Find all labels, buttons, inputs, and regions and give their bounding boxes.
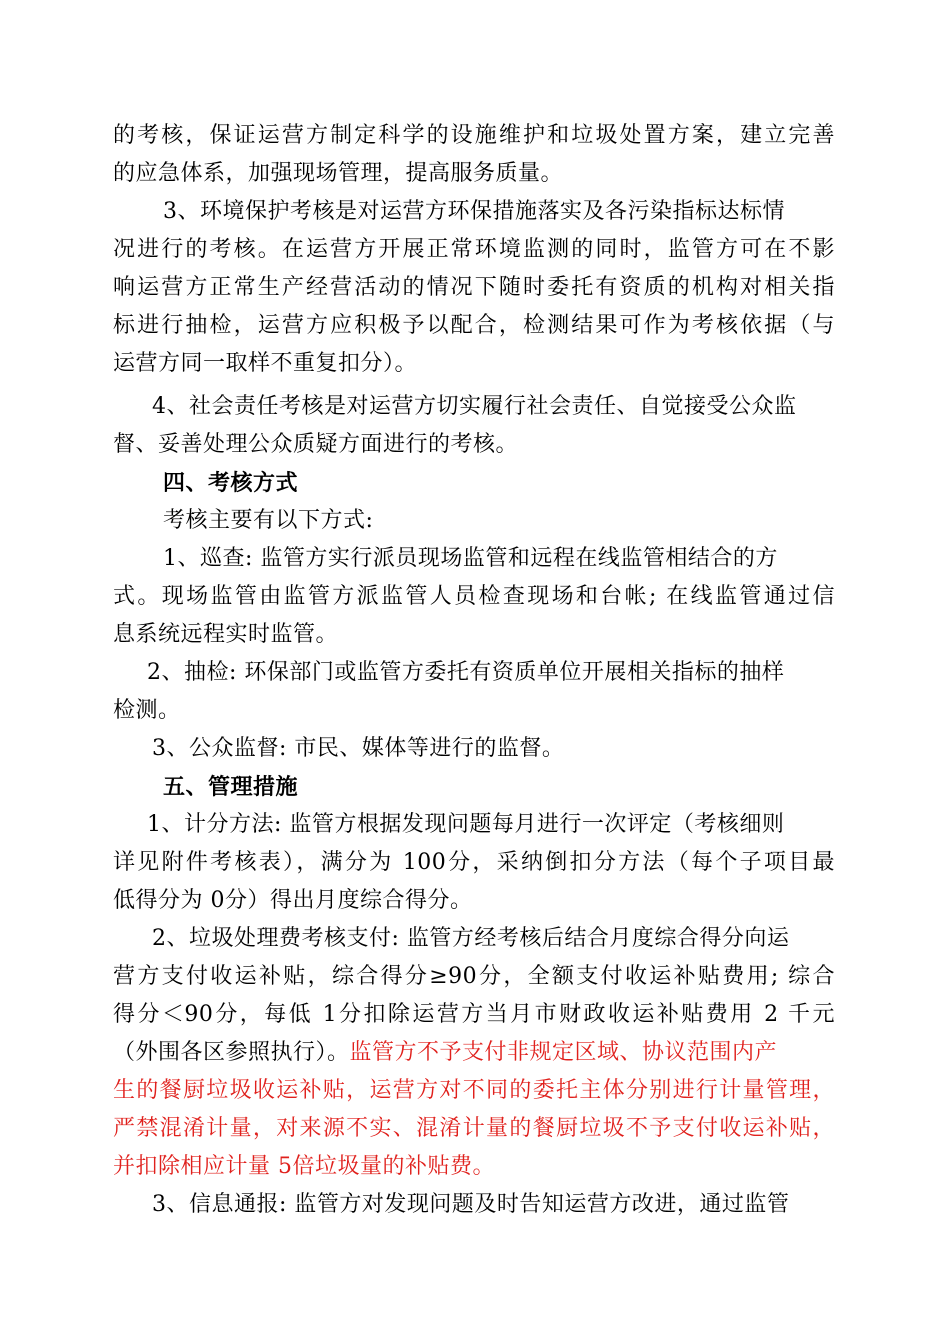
section-heading: 五、管理措施 — [163, 774, 299, 800]
normal-text: （外围各区参照执行）。 — [113, 1040, 350, 1065]
highlighted-line: 严禁混淆计量，对来源不实、混淆计量的餐厨垃圾不予支付收运补贴， — [113, 1116, 835, 1141]
paragraph-line: 营方支付收运补贴，综合得分≥90分，全额支付收运补贴费用; 综合 — [113, 964, 835, 989]
paragraph-line: 的应急体系，加强现场管理，提高服务质量。 — [113, 161, 564, 186]
paragraph-line: 况进行的考核。在运营方开展正常环境监测的同时，监管方可在不影 — [113, 237, 835, 262]
paragraph-line: 低得分为 0分）得出月度综合得分。 — [113, 888, 473, 913]
paragraph-line: 2、抽检: 环保部门或监管方委托有资质单位开展相关指标的抽样 — [147, 660, 785, 685]
paragraph-line: 3、公众监督: 市民、媒体等进行的监督。 — [152, 736, 565, 761]
section-heading: 四、考核方式 — [163, 470, 299, 496]
highlighted-text: 监管方不予支付非规定区域、协议范围内产 — [349, 1040, 778, 1065]
paragraph-line: 2、垃圾处理费考核支付: 监管方经考核后结合月度综合得分向运 — [152, 926, 790, 951]
paragraph-line: 标进行抽检，运营方应积极予以配合，检测结果可作为考核依据（与 — [113, 313, 835, 338]
paragraph-line: 响运营方正常生产经营活动的情况下随时委托有资质的机构对相关指 — [113, 275, 835, 300]
paragraph-line: 详见附件考核表），满分为 100分，采纳倒扣分方法（每个子项目最 — [113, 850, 835, 875]
paragraph-line: 检测。 — [113, 698, 181, 723]
paragraph-line: 得分＜90分，每低 1分扣除运营方当月市财政收运补贴费用 2 千元 — [113, 1002, 835, 1027]
paragraph-line — [113, 1038, 777, 1068]
paragraph-line: 1、计分方法: 监管方根据发现问题每月进行一次评定（考核细则 — [147, 812, 785, 837]
paragraph-line: 运营方同一取样不重复扣分）。 — [113, 351, 418, 376]
highlighted-line: 并扣除相应计量 5倍垃圾量的补贴费。 — [113, 1154, 495, 1179]
paragraph-line: 式。现场监管由监管方派监管人员检查现场和台帐; 在线监管通过信 — [113, 584, 835, 609]
paragraph-line: 4、社会责任考核是对运营方切实履行社会责任、自觉接受公众监 — [152, 394, 797, 419]
paragraph-line: 3、环境保护考核是对运营方环保措施落实及各污染指标达标情 — [163, 199, 785, 224]
paragraph-line: 1、巡查: 监管方实行派员现场监管和远程在线监管相结合的方 — [163, 546, 778, 571]
paragraph-line: 息系统远程实时监管。 — [113, 622, 339, 647]
paragraph-line: 3、信息通报: 监管方对发现问题及时告知运营方改进，通过监管 — [152, 1192, 790, 1217]
highlighted-line: 生的餐厨垃圾收运补贴，运营方对不同的委托主体分别进行计量管理， — [113, 1078, 835, 1103]
paragraph-line: 考核主要有以下方式: — [163, 508, 374, 533]
paragraph-line: 督、妥善处理公众质疑方面进行的考核。 — [113, 432, 519, 457]
paragraph-line: 的考核，保证运营方制定科学的设施维护和垃圾处置方案，建立完善 — [113, 123, 835, 148]
